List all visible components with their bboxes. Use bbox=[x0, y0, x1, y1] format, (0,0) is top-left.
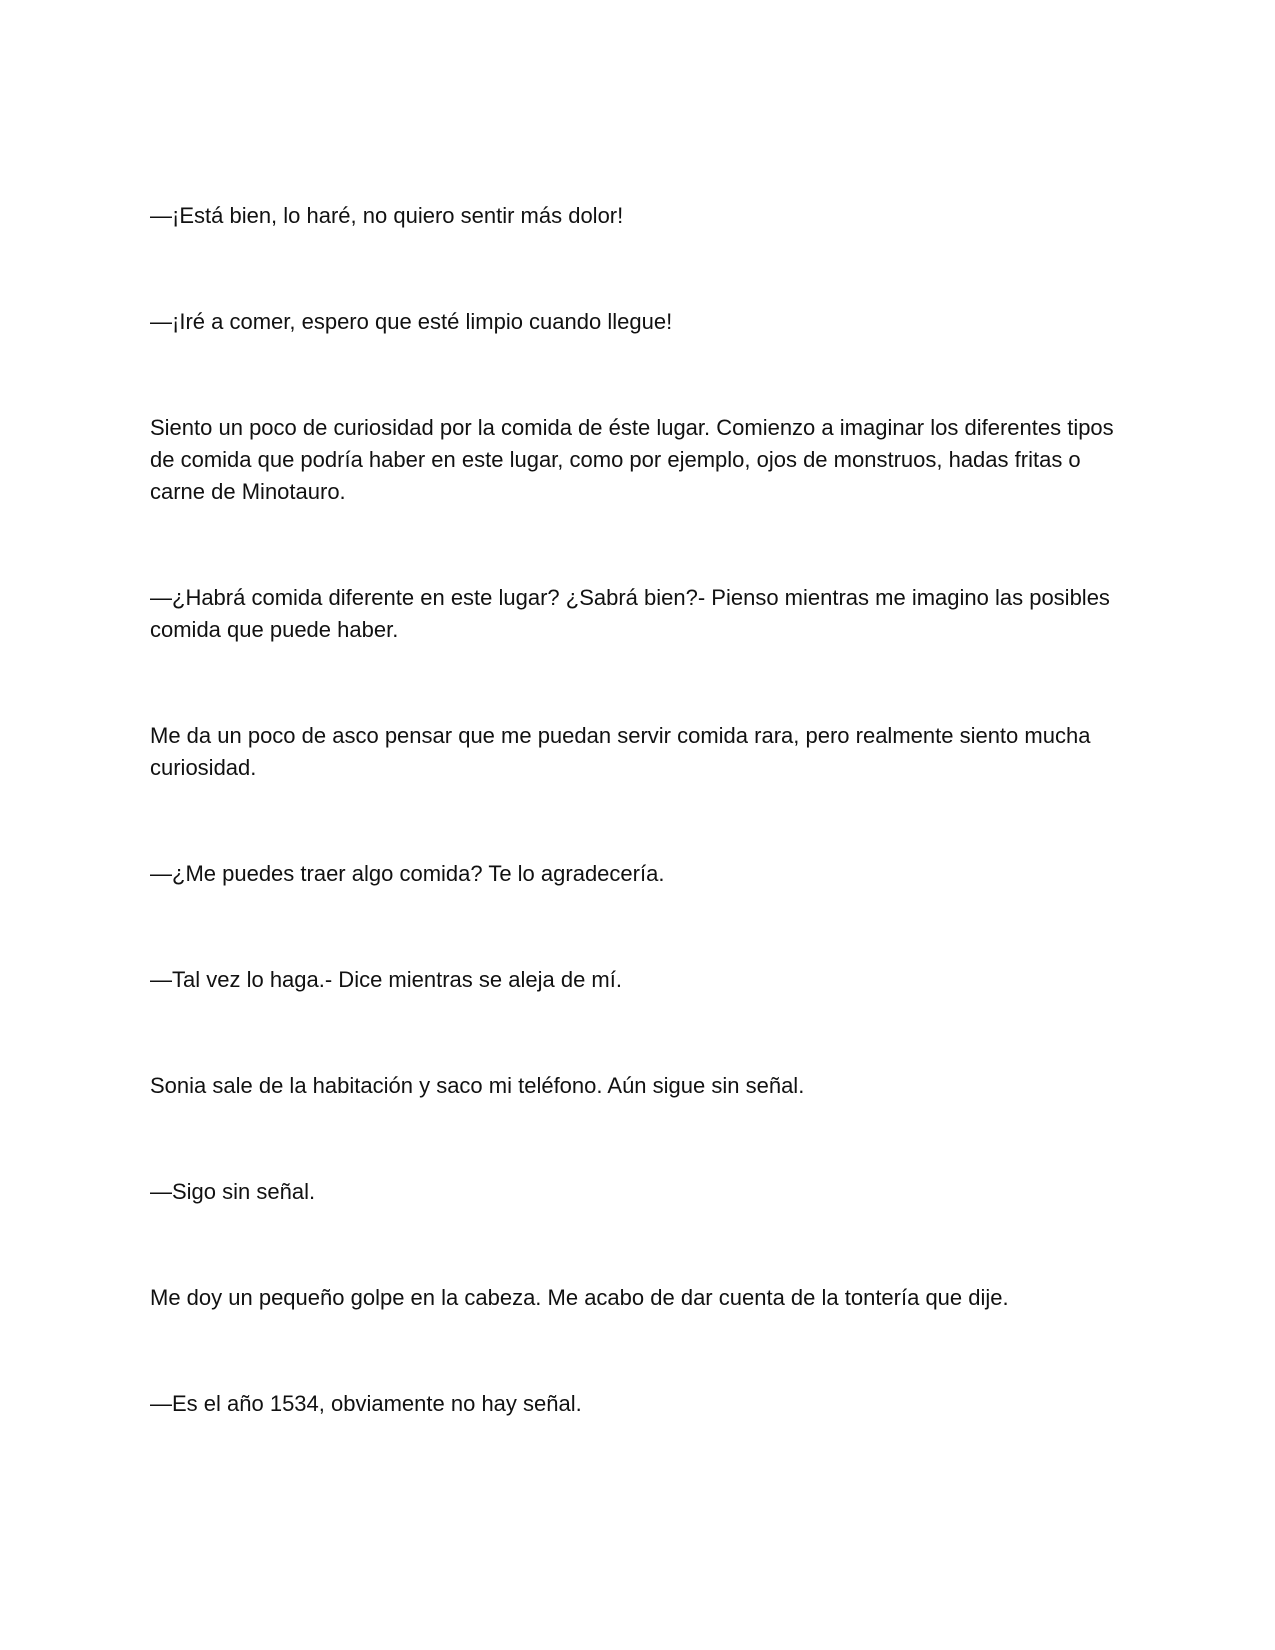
paragraph: Sonia sale de la habitación y saco mi teléfono. Aún sigue sin señal. bbox=[150, 1073, 805, 1098]
paragraph: Me da un poco de asco pensar que me puedan servir comida rara, pero realmente siento mucha curiosidad. bbox=[150, 723, 1091, 780]
document-body bbox=[150, 200, 1130, 1420]
paragraph: —¡Iré a comer, espero que esté limpio cuando llegue! bbox=[150, 309, 673, 334]
paragraph: —¿Me puedes traer algo comida? Te lo agradecería. bbox=[150, 861, 665, 886]
paragraph: —¡Está bien, lo haré, no quiero sentir más dolor! bbox=[150, 203, 624, 228]
paragraph: Siento un poco de curiosidad por la comida de éste lugar. Comienzo a imaginar los diferentes tipos de comida que podría haber en este lugar, como por ejemplo, ojos de monstruos, hadas fritas o carne de Minotauro. bbox=[150, 415, 1114, 504]
paragraph: —Es el año 1534, obviamente no hay señal. bbox=[150, 1391, 582, 1416]
paragraph: —¿Habrá comida diferente en este lugar? ¿Sabrá bien?- Pienso mientras me imagino las posibles comida que puede haber. bbox=[150, 585, 1110, 642]
paragraph: —Tal vez lo haga.- Dice mientras se aleja de mí. bbox=[150, 967, 622, 992]
paragraph: —Sigo sin señal. bbox=[150, 1179, 316, 1204]
paragraph: Me doy un pequeño golpe en la cabeza. Me acabo de dar cuenta de la tontería que dije. bbox=[150, 1285, 1009, 1310]
